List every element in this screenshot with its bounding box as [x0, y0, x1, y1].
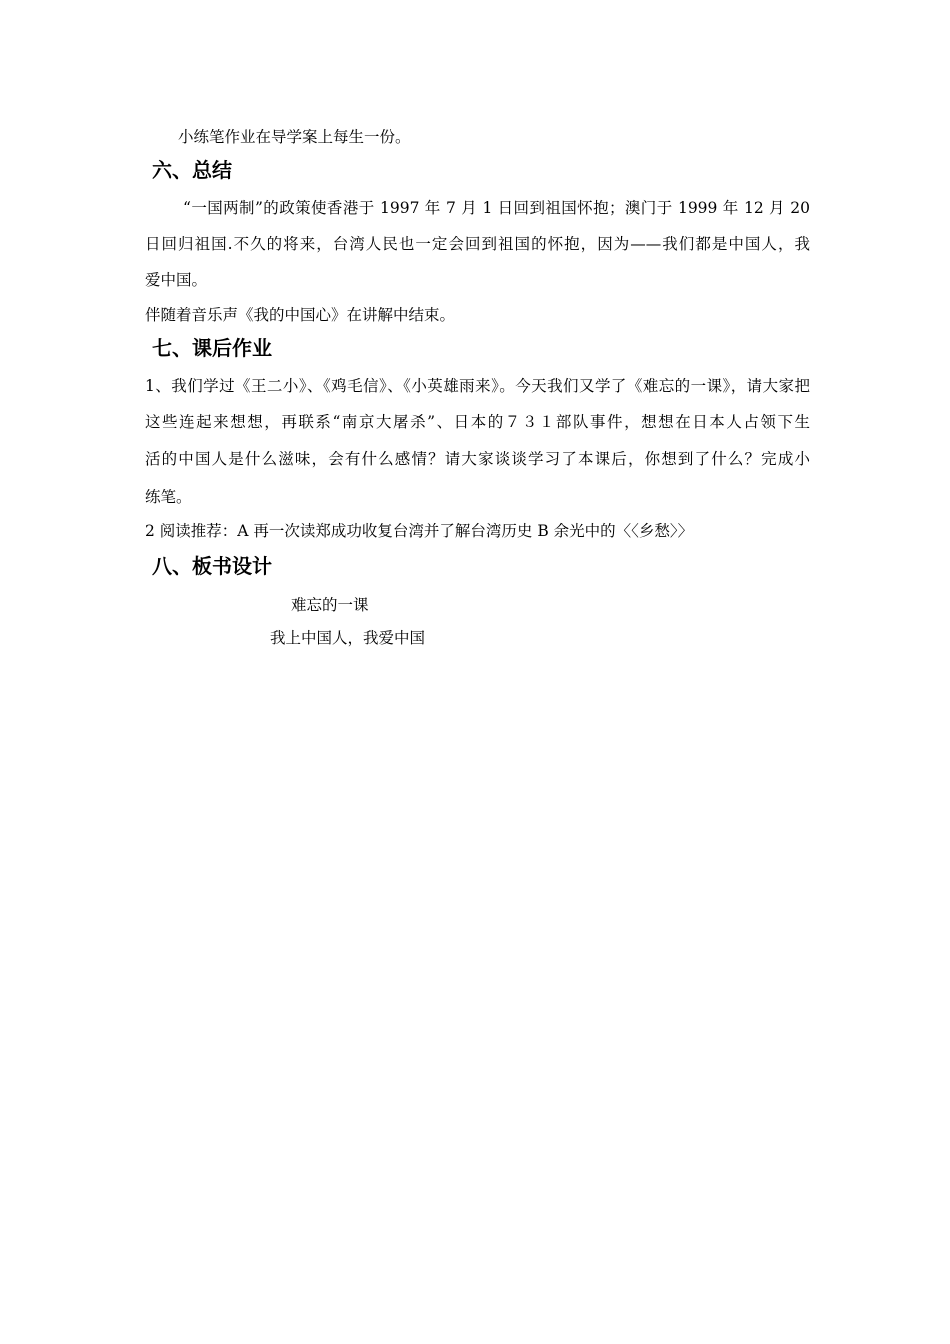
- intro-line: 小练笔作业在导学案上每生一份。: [178, 128, 411, 146]
- section-heading-summary: 六、总结: [152, 158, 232, 182]
- homework-line-3: 活的中国人是什么滋味，会有什么感情？请大家谈谈学习了本课后，你想到了什么？完成小: [145, 450, 810, 468]
- summary-line-1: “一国两制”的政策使香港于 1997 年 7 月 1 日回到祖国怀抱；澳门于 1999 年 12 月 20: [183, 199, 810, 217]
- summary-line-4: 伴随着音乐声《我的中国心》在讲解中结束。: [145, 306, 456, 324]
- section-heading-homework: 七、课后作业: [152, 336, 272, 360]
- homework-line-2: 这些连起来想想，再联系“南京大屠杀”、日本的７３１部队事件，想想在日本人占领下生: [145, 413, 810, 431]
- summary-line-3: 爱中国。: [145, 271, 208, 289]
- homework-line-1: 1、我们学过《王二小》、《鸡毛信》、《小英雄雨来》。今天我们又学了《难忘的一课》，请大家把: [145, 377, 810, 395]
- board-line: 我上中国人，我爱中国: [270, 629, 426, 647]
- homework-reading-line: 2 阅读推荐：A 再一次读郑成功收复台湾并了解台湾历史 B 余光中的〈〈乡愁〉〉: [145, 522, 694, 540]
- section-heading-board-design: 八、板书设计: [152, 554, 272, 578]
- homework-line-4: 练笔。: [145, 488, 192, 506]
- summary-line-2: 日回归祖国.不久的将来，台湾人民也一定会回到祖国的怀抱，因为——我们都是中国人，我: [145, 235, 810, 253]
- board-title: 难忘的一课: [291, 596, 369, 614]
